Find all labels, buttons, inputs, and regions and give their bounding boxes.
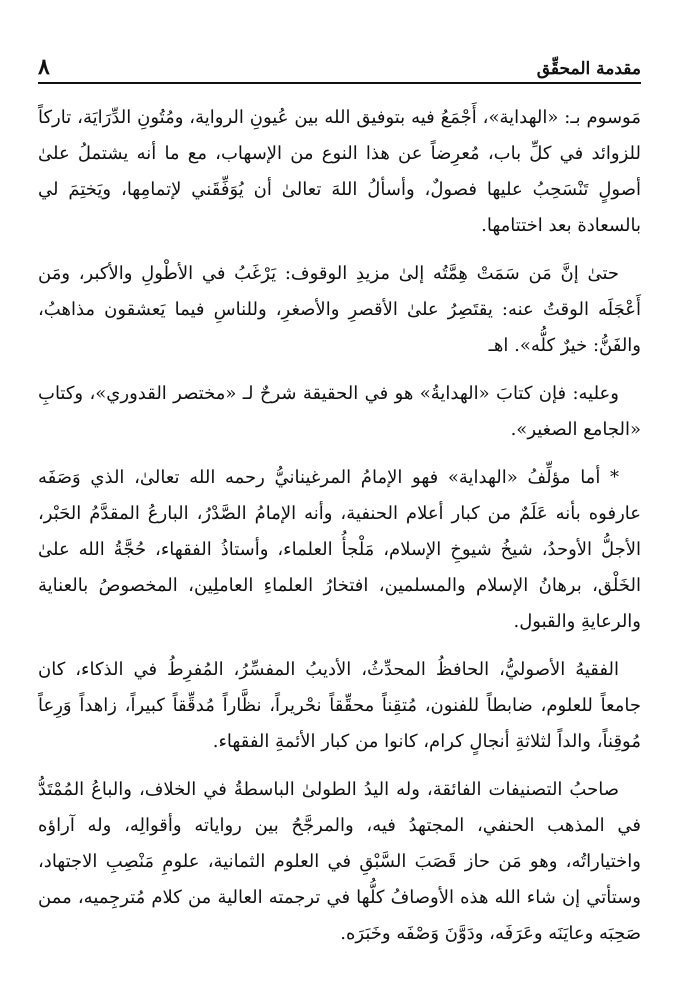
page-number: ٨ (38, 54, 50, 80)
paragraph: صاحبُ التصنيفات الفائقة، وله اليدُ الطولىٰ الباسطةُ في الخلاف، والباعُ المُمْتَدُّ في المذهب الحنفي، المجتهدُ فيه، والمرجَّحُ بين رواياته وأقوالِه، وله آراؤه واختياراتُه، وهو مَن حاز قَصَبَ السَّبْقِ في العلوم الثمانية، علومِ مَنْصِبِ الاجتهاد، وستأتي إن شاء الله هذه الأوصافُ كلُّها في ترجمته العالية من كلام مُترجِميه، ممن صَحِبَه وعايَنَه وعَرَفَه، ودَوَّنَ وَصْفَه وخَبَرَه. (38, 779, 641, 944)
paragraph: الفقيهُ الأصوليُّ، الحافظُ المحدِّثُ، الأديبُ المفسِّرُ، المُفرِطُ في الذكاء، كان جامعاً للعلوم، ضابطاً للفنون، مُتقِناً محقِّقاً نحْريراً، نظَّاراً مُدقِّقاً كبيراً، زاهداً وَرِعاً مُوقِناً، والداً لثلاثةِ أنجالٍ كرام، كانوا من كبار الأئمةِ الفقهاء. (38, 659, 641, 752)
paragraph: * أما مؤلِّفُ «الهداية» فهو الإمامُ المرغينانيُّ رحمه الله تعالىٰ، الذي وَصَفَه عارفوه بأنه عَلَمٌ من كبار أعلام الحنفية، وأنه الإمامُ الصَّدْرُ، البارعُ المقدَّمُ الحَبْر، الأجلُّ الأوحدُ، شيخُ شيوخِ الإسلام، مَلْجأُ العلماء، وأستاذُ الفقهاء، حُجَّةُ الله علىٰ الخَلْق، برهانُ الإسلام والمسلمين، افتخارُ العلماءِ العاملِين، المخصوصُ بالعناية والرعايةِ والقبول. (38, 467, 641, 632)
running-header (38, 50, 641, 82)
page-body (38, 100, 641, 952)
paragraph: حتىٰ إنَّ مَن سَمَتْ هِمَّتُه إلىٰ مزيدِ الوقوف: يَرْغَبُ في الأطْولِ والأكبر، ومَن أَعْجَلَه الوقتُ عنه: يقتَصِرُ علىٰ الأقصرِ والأصغرِ، وللناسِ فيما يَعشقون مذاهبُ، والفَنُّ: خيرٌ كلُّه». اهـ (38, 263, 641, 356)
paragraph: مَوسوم بـ: «الهداية»، أَجْمَعُ فيه بتوفيق الله بين عُيونِ الرواية، ومُتُونِ الدِّرَايَة، تاركاً للزوائد في كلِّ باب، مُعرِضاً عن هذا النوع من الإسهاب، مع ما أنه يشتملُ علىٰ أصولٍ تَنْسَحِبُ عليها فصولٌ، وأسألُ اللهَ تعالىٰ أن يُوَفِّقَني لإتمامِها، ويَختِمَ لي بالسعادة بعد اختتامها. (38, 107, 641, 236)
header-rule (38, 82, 641, 84)
paragraph: وعليه: فإن كتابَ «الهدايةُ» هو في الحقيقة شرحٌ لـ «مختصر القدوري»، وكتابِ «الجامع الصغير». (38, 383, 641, 440)
running-title: مقدمة المحقِّق (536, 59, 641, 79)
